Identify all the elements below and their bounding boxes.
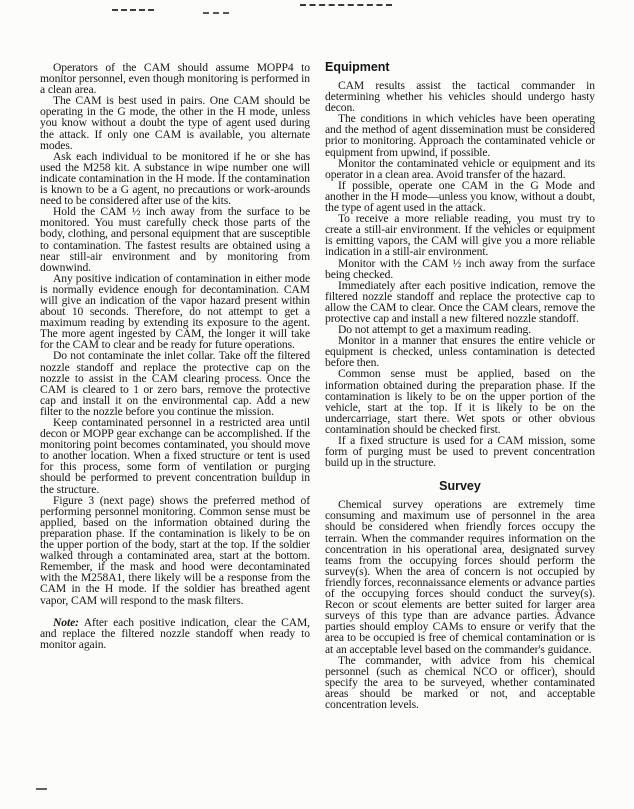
section-heading-survey: Survey xyxy=(439,479,481,494)
paragraph: Keep contaminated personnel in a restricted area until decon or MOPP gear exchange can be accomplished. If the monitoring point becomes contaminated, you should move to another location. When a fixed structure or tent is used for this process, some form of ventilation or purging should be performed to prevent concentration buildup in the structure. xyxy=(40,416,310,496)
scan-artifact-top-right xyxy=(300,4,392,6)
paragraph: The CAM is best used in pairs. One CAM should be operating in the G mode, the other in the H mode, unless you know without a doubt the type of agent used during the attack. If only one CAM is available, you alternate modes. xyxy=(40,94,310,152)
paragraph: Monitor with the CAM ½ inch away from the surface being checked. xyxy=(325,256,595,281)
paragraph: To receive a more reliable reading, you must try to create a still-air environment. If the vehicles or equipment is emitting vapors, the CAM will give you a more reliable indication in a still-air environment. xyxy=(325,212,595,259)
paragraph: Hold the CAM ½ inch away from the surface to be monitored. You must carefully check those parts of the body, clothing, and personal equipment that are susceptible to contamination. The fastest results are obtained using a near still-air environment and by monitoring from downwind. xyxy=(40,205,310,274)
paragraph: If possible, operate one CAM in the G Mode and another in the H mode—unless you know, without a doubt, the type of agent used in the attack. xyxy=(325,178,595,215)
note-text: After each positive indication, clear the CAM, and replace the filtered nozzle standoff when ready to monitor again. xyxy=(40,615,310,651)
paragraph: The commander, with advice from his chemical personnel (such as chemical NCO or officer), should specify the area to be surveyed, whether contaminated areas should be marked or not, and acceptable concentration levels. xyxy=(325,653,595,711)
paragraph: Do not attempt to get a maximum reading. xyxy=(338,323,532,337)
paragraph: Immediately after each positive indication, remove the filtered nozzle standoff and replace the protective cap to allow the CAM to clear. Once the CAM clears, remove the protective cap and install a new filtered nozzle standoff. xyxy=(325,278,595,325)
paragraph: Do not contaminate the inlet collar. Take off the filtered nozzle standoff and replace the protective cap on the nozzle to assist in the CAM clearing process. Once the CAM is cleared to 1 or zero bars, remove the protective cap and install it on the environmental cap. Add a new filter to the nozzle before you continue the mission. xyxy=(40,349,310,418)
paragraph: Monitor in a manner that ensures the entire vehicle or equipment is checked, unless contamination is detected before then. xyxy=(325,334,595,370)
paragraph: Monitor the contaminated vehicle or equipment and its operator in a clean area. Avoid transfer of the hazard. xyxy=(325,156,595,181)
note-label: Note: xyxy=(53,615,79,629)
paragraph: CAM results assist the tactical commander in determining whether his vehicles should undergo hasty decon. xyxy=(325,79,595,115)
section-heading-equipment: Equipment xyxy=(325,60,390,74)
note-paragraph xyxy=(40,617,310,650)
paragraph: Common sense must be applied, based on the information obtained during the preparation phase. If the contamination is likely to be on the upper portion of the vehicle, start at the top. If it is likely to be on the undercarriage, start there. Wet spots or other obvious contamination should be checked first. xyxy=(325,367,595,436)
paragraph: Chemical survey operations are extremely time consuming and maximum use of personnel in the area should be considered when friendly forces occupy the terrain. When the commander requires information on the concentration in his operational area, designated survey teams from the occupying forces should perform the survey(s). When the area of concern is not occupied by friendly forces, reconnaissance elements or advance parties of the occupying forces should conduct the survey(s). Recon or scout elements are better suited for larger area surveys of this type than are advance parties. Advance parties should employ CAMs to ensure or verify that the area to be occupied is free of chemical contamination or is at an acceptable level based on the commander's guidance. xyxy=(325,498,595,656)
right-column xyxy=(325,60,595,710)
paragraph: Any positive indication of contamination in either mode is normally evidence enough for decontamination. CAM will give an indication of the vapor hazard present within about 10 seconds. Therefore, do not attempt to get a maximum reading by extending its exposure to the agent. The more agent ingested by CAM, the longer it will take for the CAM to clear and be ready for future operations. xyxy=(40,271,310,352)
left-column xyxy=(40,62,310,650)
paragraph: The conditions in which vehicles have been operating and the method of agent dissemination must be considered prior to monitoring. Approach the contaminated vehicle or equipment from upwind, if possible. xyxy=(325,112,595,159)
paragraph: If a fixed structure is used for a CAM mission, some form of purging must be used to prevent concentration build up in the structure. xyxy=(325,434,595,470)
scan-artifact-bottom-left xyxy=(36,788,47,790)
paragraph: Operators of the CAM should assume MOPP4 to monitor personnel, even though monitoring is performed in a clean area. xyxy=(40,61,310,97)
scan-artifact-top-middle xyxy=(203,12,229,14)
paragraph: Figure 3 (next page) shows the preferred method of performing personnel monitoring. Common sense must be applied, based on the information obtained during the preparation phase. If the contamination is likely to be on the upper portion of the body, start at the top. If the soldier walked through a contaminated area, start at the bottom. Remember, if the mask and hood were decontaminated with the M258A1, there likely will be a response from the CAM in the H mode. If the soldier has breathed agent vapor, CAM will respond to the mask filters. xyxy=(40,493,310,607)
paragraph: Ask each individual to be monitored if he or she has used the M258 kit. A substance in wipe number one will indicate contamination in the H mode. If the contamination is known to be a G agent, no precautions or work-arounds need to be considered after use of the kits. xyxy=(40,149,310,208)
scan-artifact-top-left xyxy=(112,9,154,11)
